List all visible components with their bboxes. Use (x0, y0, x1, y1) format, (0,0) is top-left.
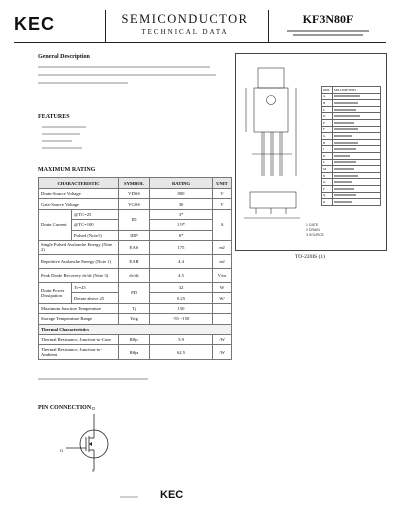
cell: 6* (150, 230, 213, 240)
cell: 1.9* (150, 220, 213, 230)
cell: Tj (119, 303, 150, 313)
pin-label-drain: D (92, 406, 96, 411)
cell (333, 93, 381, 100)
svg-text:3 SOURCE: 3 SOURCE (306, 233, 324, 237)
cell: N (322, 172, 333, 179)
footer-date (120, 496, 138, 498)
part-number: KF3N80F (302, 12, 354, 26)
cell: 150 (150, 303, 213, 313)
cell (333, 166, 381, 173)
cell: IDP (119, 230, 150, 240)
col-rating: RATING (150, 178, 213, 189)
pin-label-source: S (92, 468, 95, 473)
cell: Single Pulsed Avalanche Energy (Note 2) (39, 240, 119, 254)
table-row (39, 254, 232, 268)
table-row (39, 240, 232, 254)
cell: A (213, 209, 232, 240)
maximum-rating-table (38, 177, 232, 360)
mosfet-symbol-icon (60, 412, 120, 472)
cell: G (322, 133, 333, 140)
cell: mJ (213, 240, 232, 254)
general-description-heading: General Description (38, 54, 90, 60)
cell: 3.9 (150, 334, 213, 344)
table-row (39, 303, 232, 313)
cell: J (322, 146, 333, 153)
cell (333, 119, 381, 126)
cell: 175 (150, 240, 213, 254)
cell (213, 314, 232, 324)
table-note (38, 378, 148, 380)
cell (333, 192, 381, 199)
cell: VGSS (119, 199, 150, 209)
cell: 800 (150, 189, 213, 199)
cell: Rθjc (119, 334, 150, 344)
table-row (322, 152, 381, 159)
cell: Drain-Source Voltage (39, 189, 119, 199)
package-label: TO-220IS (1) (295, 254, 325, 260)
cell: @TC=25 (72, 209, 119, 219)
cell: 4.4 (150, 254, 213, 268)
table-row (322, 119, 381, 126)
cell: V (213, 189, 232, 199)
header-rule (14, 42, 386, 43)
cell: Maximum Junction Temperature (39, 303, 119, 313)
cell: B (322, 100, 333, 107)
header-title: SEMICONDUCTOR (121, 12, 249, 26)
table-row (322, 100, 381, 107)
table-row (39, 314, 232, 324)
cell: 4.5 (150, 268, 213, 282)
table-header-row (39, 178, 232, 189)
cell: C (322, 106, 333, 113)
cell: EAS (119, 240, 150, 254)
features-list (42, 126, 86, 149)
cell (333, 179, 381, 186)
cell: Repetitive Avalanche Energy (Note 1) (39, 254, 119, 268)
pin-connection-heading: PIN CONNECTION (38, 405, 92, 411)
cell: Pulsed (Note1) (72, 230, 119, 240)
table-row (39, 345, 232, 360)
table-row (322, 146, 381, 153)
table-row (322, 133, 381, 140)
cell: /W (213, 334, 232, 344)
table-row (322, 185, 381, 192)
header-divider-right (268, 10, 269, 42)
table-row (322, 106, 381, 113)
part-description (272, 28, 384, 36)
cell: DIM (322, 87, 333, 94)
cell (333, 159, 381, 166)
maximum-rating-heading: MAXIMUM RATING (38, 167, 96, 173)
table-row (322, 179, 381, 186)
table-row (39, 199, 232, 209)
cell: D (322, 113, 333, 120)
pin-label-gate: G (60, 448, 64, 453)
cell: V (213, 199, 232, 209)
cell: A (322, 93, 333, 100)
table-row (322, 199, 381, 206)
cell: Drain Current (39, 209, 72, 240)
table-row (39, 334, 232, 344)
cell: Tstg (119, 314, 150, 324)
cell: L (322, 159, 333, 166)
table-row (322, 87, 381, 94)
cell: 30 (150, 199, 213, 209)
cell: /W (213, 345, 232, 360)
table-row (322, 172, 381, 179)
cell: ID (119, 209, 150, 230)
cell: V/ns (213, 268, 232, 282)
table-row (322, 166, 381, 173)
cell: dv/dt (119, 268, 150, 282)
dimensions-table (321, 86, 381, 206)
table-row (39, 282, 232, 292)
cell: O (322, 179, 333, 186)
cell: MILLIMETERS (333, 87, 381, 94)
cell: mJ (213, 254, 232, 268)
cell: 3* (150, 209, 213, 219)
cell: Storage Temperature Range (39, 314, 119, 324)
table-row (322, 93, 381, 100)
cell: Thermal Characteristics (39, 324, 232, 334)
cell: @TC=100 (72, 220, 119, 230)
cell: Q (322, 192, 333, 199)
cell: 62.5 (150, 345, 213, 360)
cell: Drain Power Dissipation (39, 282, 72, 303)
cell: F (322, 126, 333, 133)
general-description-text (38, 66, 218, 84)
table-row (39, 268, 232, 282)
features-heading: FEATURES (38, 114, 70, 120)
table-row (322, 113, 381, 120)
cell: M (322, 166, 333, 173)
table-row (322, 126, 381, 133)
cell (333, 152, 381, 159)
cell: 32 (150, 282, 213, 292)
cell (333, 185, 381, 192)
cell (333, 113, 381, 120)
cell (333, 146, 381, 153)
cell: R (322, 199, 333, 206)
cell: Peak Diode Recovery dv/dt (Note 3) (39, 268, 119, 282)
cell: Gate-Source Voltage (39, 199, 119, 209)
cell (333, 126, 381, 133)
kec-logo: KEC (14, 14, 56, 34)
cell: W (213, 282, 232, 292)
table-row (39, 209, 232, 219)
cell: E (322, 119, 333, 126)
cell: Rθja (119, 345, 150, 360)
cell: K (322, 152, 333, 159)
cell: P (322, 185, 333, 192)
table-row (322, 159, 381, 166)
cell: PD (119, 282, 150, 303)
cell: Derate above 25 (72, 293, 119, 303)
package-outline-drawing (236, 54, 324, 248)
table-row (322, 139, 381, 146)
svg-text:2 DRAIN: 2 DRAIN (306, 228, 320, 232)
cell: EAR (119, 254, 150, 268)
cell: Thermal Resistance, Junction-to-Ambient (39, 345, 119, 360)
cell: Tc=25 (72, 282, 119, 292)
col-symbol: SYMBOL (119, 178, 150, 189)
header-divider-left (105, 10, 106, 42)
table-row (39, 189, 232, 199)
footer-logo: KEC (160, 489, 184, 501)
cell: 0.25 (150, 293, 213, 303)
cell (213, 303, 232, 313)
cell (333, 139, 381, 146)
cell: Thermal Resistance, Junction-to-Case (39, 334, 119, 344)
cell: VDSS (119, 189, 150, 199)
cell (333, 133, 381, 140)
cell (333, 106, 381, 113)
cell: -55 ~150 (150, 314, 213, 324)
cell: W/ (213, 293, 232, 303)
cell (333, 100, 381, 107)
col-characteristic: CHARACTERISTIC (39, 178, 119, 189)
table-row (322, 192, 381, 199)
col-unit: UNIT (213, 178, 232, 189)
header-subtitle: TECHNICAL DATA (141, 28, 229, 36)
table-row (39, 324, 232, 334)
cell: H (322, 139, 333, 146)
cell (333, 199, 381, 206)
svg-text:1 GATE: 1 GATE (306, 223, 319, 227)
cell (333, 172, 381, 179)
